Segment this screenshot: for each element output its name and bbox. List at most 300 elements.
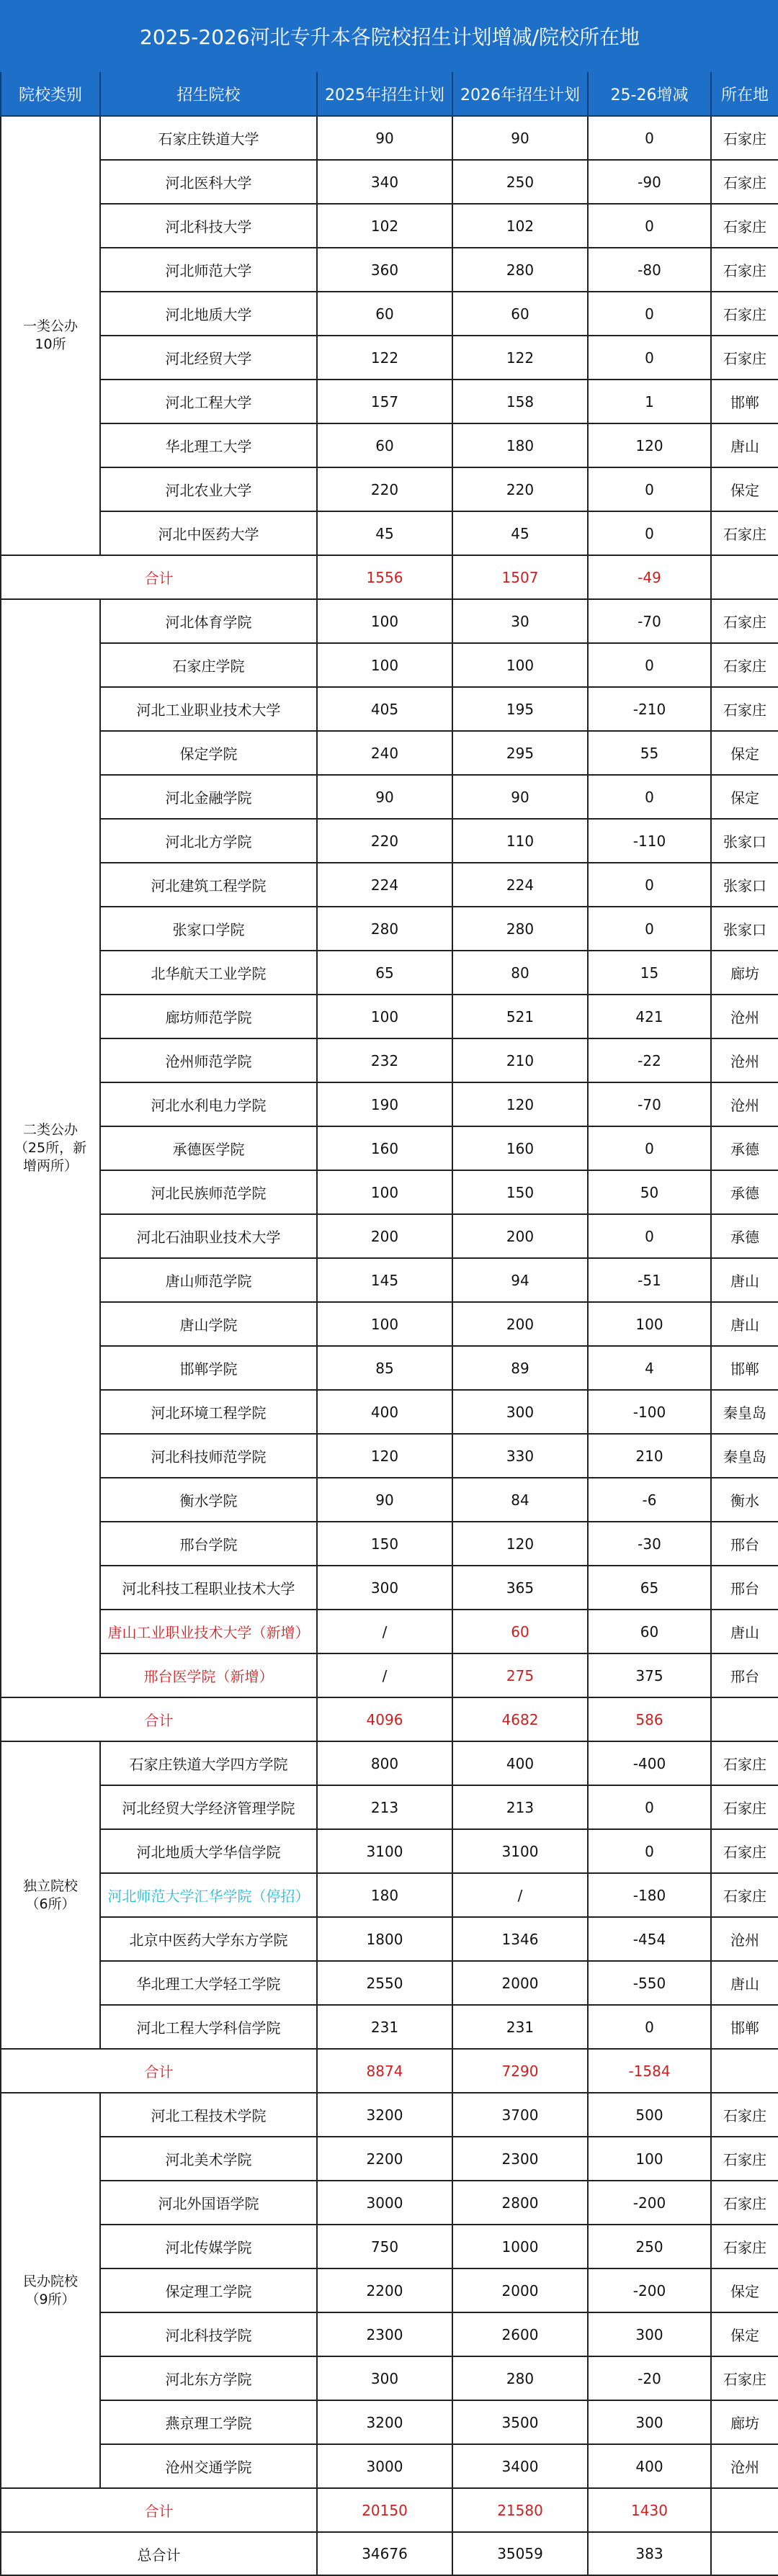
change-cell: 0	[588, 336, 711, 380]
change-cell: 65	[588, 1566, 711, 1610]
plan-2025-cell: 3200	[317, 2093, 452, 2137]
location-cell: 石家庄	[711, 2356, 778, 2400]
school-name: 保定理工学院	[100, 2268, 317, 2312]
location-cell: 石家庄	[711, 2137, 778, 2181]
location-cell: 邢台	[711, 1522, 778, 1566]
plan-2025-cell: 90	[317, 1478, 452, 1522]
location-cell: 承德	[711, 1126, 778, 1170]
table-row	[1, 2268, 778, 2312]
plan-2025-cell: 280	[317, 907, 452, 951]
plan-2026-cell: 2800	[452, 2181, 588, 2225]
table-row	[1, 1917, 778, 1961]
subtotal-plan-2025: 4096	[317, 1697, 452, 1741]
change-cell: 210	[588, 1434, 711, 1478]
location-cell: 石家庄	[711, 687, 778, 731]
plan-2026-cell: 89	[452, 1346, 588, 1390]
location-cell: 廊坊	[711, 951, 778, 995]
plan-2025-cell: 122	[317, 336, 452, 380]
location-cell: 承德	[711, 1170, 778, 1214]
plan-2026-cell: 60	[452, 1610, 588, 1653]
plan-2026-cell: 160	[452, 1126, 588, 1170]
table-row	[1, 1829, 778, 1873]
school-name: 河北农业大学	[100, 467, 317, 511]
plan-2026-cell: 94	[452, 1258, 588, 1302]
location-cell: 唐山	[711, 1961, 778, 2005]
plan-2025-cell: 190	[317, 1082, 452, 1126]
table-row	[1, 1785, 778, 1829]
table-row	[1, 423, 778, 467]
plan-2026-cell: 280	[452, 2356, 588, 2400]
subtotal-location	[711, 555, 778, 599]
table-row	[1, 2225, 778, 2268]
table-row	[1, 2137, 778, 2181]
location-cell: 保定	[711, 731, 778, 775]
plan-2025-cell: 100	[317, 1302, 452, 1346]
plan-2025-cell: 180	[317, 1873, 452, 1917]
change-cell: -30	[588, 1522, 711, 1566]
plan-2025-cell: 60	[317, 292, 452, 336]
location-cell: 石家庄	[711, 1873, 778, 1917]
location-cell: 保定	[711, 467, 778, 511]
plan-2025-cell: 2550	[317, 1961, 452, 2005]
plan-2025-cell: 85	[317, 1346, 452, 1390]
subtotal-row	[1, 1697, 778, 1741]
plan-2026-cell: 90	[452, 116, 588, 160]
plan-2026-cell: 1346	[452, 1917, 588, 1961]
school-name: 河北师范大学	[100, 248, 317, 292]
plan-2025-cell: 2300	[317, 2312, 452, 2356]
plan-2026-cell: /	[452, 1873, 588, 1917]
location-cell: 保定	[711, 775, 778, 819]
school-name: 河北地质大学	[100, 292, 317, 336]
plan-2026-cell: 280	[452, 907, 588, 951]
plan-2025-cell: 2200	[317, 2137, 452, 2181]
category-cell: 一类公办 10所	[1, 116, 100, 555]
subtotal-row	[1, 555, 778, 599]
school-name: 北京中医药大学东方学院	[100, 1917, 317, 1961]
table-row	[1, 1873, 778, 1917]
table-row	[1, 1170, 778, 1214]
title-row	[1, 1, 778, 71]
location-cell: 石家庄	[711, 2181, 778, 2225]
location-cell: 石家庄	[711, 643, 778, 687]
school-name: 河北中医药大学	[100, 511, 317, 555]
school-name: 河北工程大学	[100, 380, 317, 423]
school-name: 河北建筑工程学院	[100, 863, 317, 907]
table-row	[1, 511, 778, 555]
plan-2026-cell: 158	[452, 380, 588, 423]
location-cell: 邯郸	[711, 2005, 778, 2049]
table-row	[1, 1082, 778, 1126]
plan-2026-cell: 120	[452, 1522, 588, 1566]
location-cell: 石家庄	[711, 2093, 778, 2137]
plan-2026-cell: 100	[452, 643, 588, 687]
table-row	[1, 1478, 778, 1522]
plan-2025-cell: 90	[317, 775, 452, 819]
change-cell: -100	[588, 1390, 711, 1434]
subtotal-label: 合计	[1, 555, 317, 599]
header-change: 25-26增减	[588, 71, 711, 116]
location-cell: 秦皇岛	[711, 1434, 778, 1478]
location-cell: 唐山	[711, 1610, 778, 1653]
table-row	[1, 643, 778, 687]
grand-total-change: 383	[588, 2532, 711, 2575]
school-name: 石家庄铁道大学四方学院	[100, 1741, 317, 1785]
change-cell: -180	[588, 1873, 711, 1917]
change-cell: -550	[588, 1961, 711, 2005]
plan-2026-cell: 90	[452, 775, 588, 819]
grand-total-row	[1, 2532, 778, 2575]
plan-2025-cell: 231	[317, 2005, 452, 2049]
school-name: 河北水利电力学院	[100, 1082, 317, 1126]
location-cell: 邯郸	[711, 380, 778, 423]
plan-2026-cell: 3500	[452, 2400, 588, 2444]
plan-2026-cell: 330	[452, 1434, 588, 1478]
plan-2026-cell: 3400	[452, 2444, 588, 2488]
school-name: 燕京理工学院	[100, 2400, 317, 2444]
header-location: 所在地	[711, 71, 778, 116]
table-row	[1, 731, 778, 775]
plan-2025-cell: 90	[317, 116, 452, 160]
school-name: 河北科技大学	[100, 204, 317, 248]
change-cell: -70	[588, 1082, 711, 1126]
change-cell: 300	[588, 2312, 711, 2356]
change-cell: 0	[588, 1829, 711, 1873]
school-name: 河北科技师范学院	[100, 1434, 317, 1478]
plan-2026-cell: 80	[452, 951, 588, 995]
location-cell: 保定	[711, 2312, 778, 2356]
table-row	[1, 2400, 778, 2444]
change-cell: 100	[588, 1302, 711, 1346]
table-row	[1, 292, 778, 336]
school-name: 河北石油职业技术大学	[100, 1214, 317, 1258]
subtotal-plan-2026: 4682	[452, 1697, 588, 1741]
location-cell: 石家庄	[711, 292, 778, 336]
school-name: 唐山师范学院	[100, 1258, 317, 1302]
school-name: 廊坊师范学院	[100, 995, 317, 1038]
change-cell: 0	[588, 1785, 711, 1829]
location-cell: 石家庄	[711, 336, 778, 380]
school-name: 河北地质大学华信学院	[100, 1829, 317, 1873]
plan-2026-cell: 2300	[452, 2137, 588, 2181]
location-cell: 张家口	[711, 863, 778, 907]
table-row	[1, 160, 778, 204]
plan-2026-cell: 2000	[452, 2268, 588, 2312]
table-row	[1, 1566, 778, 1610]
location-cell: 沧州	[711, 995, 778, 1038]
plan-2026-cell: 2000	[452, 1961, 588, 2005]
change-cell: -22	[588, 1038, 711, 1082]
table-row	[1, 1522, 778, 1566]
school-name: 邢台学院	[100, 1522, 317, 1566]
change-cell: -400	[588, 1741, 711, 1785]
school-name: 承德医学院	[100, 1126, 317, 1170]
change-cell: 0	[588, 467, 711, 511]
location-cell: 石家庄	[711, 1829, 778, 1873]
change-cell: -51	[588, 1258, 711, 1302]
plan-2025-cell: 100	[317, 1170, 452, 1214]
change-cell: -80	[588, 248, 711, 292]
subtotal-location	[711, 1697, 778, 1741]
location-cell: 秦皇岛	[711, 1390, 778, 1434]
plan-2025-cell: 1800	[317, 1917, 452, 1961]
table-row	[1, 1346, 778, 1390]
plan-2026-cell: 220	[452, 467, 588, 511]
plan-2025-cell: 3200	[317, 2400, 452, 2444]
plan-2025-cell: 232	[317, 1038, 452, 1082]
table-row	[1, 1214, 778, 1258]
plan-2026-cell: 3700	[452, 2093, 588, 2137]
school-name: 河北工程技术学院	[100, 2093, 317, 2137]
location-cell: 石家庄	[711, 160, 778, 204]
table-row	[1, 1961, 778, 2005]
plan-2025-cell: 3000	[317, 2444, 452, 2488]
plan-2026-cell: 300	[452, 1390, 588, 1434]
plan-2026-cell: 224	[452, 863, 588, 907]
plan-2026-cell: 45	[452, 511, 588, 555]
change-cell: 500	[588, 2093, 711, 2137]
change-cell: 0	[588, 116, 711, 160]
table-row	[1, 863, 778, 907]
plan-2026-cell: 120	[452, 1082, 588, 1126]
school-name: 河北经贸大学经济管理学院	[100, 1785, 317, 1829]
plan-2025-cell: 102	[317, 204, 452, 248]
location-cell: 邢台	[711, 1566, 778, 1610]
school-name: 河北医科大学	[100, 160, 317, 204]
location-cell: 保定	[711, 2268, 778, 2312]
table-row	[1, 2444, 778, 2488]
location-cell: 石家庄	[711, 1741, 778, 1785]
location-cell: 沧州	[711, 1917, 778, 1961]
location-cell: 石家庄	[711, 599, 778, 643]
school-name: 河北北方学院	[100, 819, 317, 863]
subtotal-location	[711, 2488, 778, 2532]
plan-2026-cell: 280	[452, 248, 588, 292]
table-row	[1, 2005, 778, 2049]
location-cell: 承德	[711, 1214, 778, 1258]
category-cell: 民办院校 （9所）	[1, 2093, 100, 2488]
change-cell: 4	[588, 1346, 711, 1390]
school-name: 河北工业职业技术大学	[100, 687, 317, 731]
plan-2026-cell: 2600	[452, 2312, 588, 2356]
plan-2025-cell: 2200	[317, 2268, 452, 2312]
change-cell: -90	[588, 160, 711, 204]
plan-2025-cell: 220	[317, 819, 452, 863]
school-name: 唐山学院	[100, 1302, 317, 1346]
table-row	[1, 1038, 778, 1082]
table-row	[1, 2356, 778, 2400]
change-cell: 0	[588, 292, 711, 336]
plan-2025-cell: 213	[317, 1785, 452, 1829]
plan-2026-cell: 210	[452, 1038, 588, 1082]
table-row	[1, 995, 778, 1038]
table-row	[1, 819, 778, 863]
grand-total-plan-2025: 34676	[317, 2532, 452, 2575]
change-cell: -200	[588, 2181, 711, 2225]
header-category: 院校类别	[1, 71, 100, 116]
plan-2025-cell: 300	[317, 1566, 452, 1610]
plan-2025-cell: 145	[317, 1258, 452, 1302]
header-plan-2025: 2025年招生计划	[317, 71, 452, 116]
change-cell: 375	[588, 1653, 711, 1697]
plan-2025-cell: /	[317, 1610, 452, 1653]
table-row	[1, 1126, 778, 1170]
grand-total-location	[711, 2532, 778, 2575]
subtotal-label: 合计	[1, 2488, 317, 2532]
plan-2025-cell: 45	[317, 511, 452, 555]
category-cell: 独立院校 （6所）	[1, 1741, 100, 2049]
location-cell: 石家庄	[711, 248, 778, 292]
plan-2025-cell: 60	[317, 423, 452, 467]
table-row	[1, 1302, 778, 1346]
table-row	[1, 204, 778, 248]
plan-2026-cell: 30	[452, 599, 588, 643]
change-cell: 50	[588, 1170, 711, 1214]
plan-2025-cell: 200	[317, 1214, 452, 1258]
location-cell: 邢台	[711, 1653, 778, 1697]
plan-2025-cell: 240	[317, 731, 452, 775]
change-cell: -210	[588, 687, 711, 731]
change-cell: 250	[588, 2225, 711, 2268]
plan-2026-cell: 200	[452, 1302, 588, 1346]
plan-2026-cell: 60	[452, 292, 588, 336]
plan-2025-cell: 300	[317, 2356, 452, 2400]
plan-2026-cell: 295	[452, 731, 588, 775]
location-cell: 廊坊	[711, 2400, 778, 2444]
location-cell: 沧州	[711, 1082, 778, 1126]
change-cell: 400	[588, 2444, 711, 2488]
school-name: 河北金融学院	[100, 775, 317, 819]
subtotal-change: 586	[588, 1697, 711, 1741]
plan-2026-cell: 102	[452, 204, 588, 248]
school-name: 北华航天工业学院	[100, 951, 317, 995]
plan-2026-cell: 195	[452, 687, 588, 731]
plan-2025-cell: 340	[317, 160, 452, 204]
header-plan-2026: 2026年招生计划	[452, 71, 588, 116]
plan-2026-cell: 3100	[452, 1829, 588, 1873]
plan-2025-cell: 220	[317, 467, 452, 511]
grand-total-label: 总合计	[1, 2532, 317, 2575]
school-name: 衡水学院	[100, 1478, 317, 1522]
table-row	[1, 116, 778, 160]
subtotal-plan-2025: 8874	[317, 2049, 452, 2093]
location-cell: 石家庄	[711, 511, 778, 555]
table-row	[1, 2181, 778, 2225]
subtotal-row	[1, 2049, 778, 2093]
change-cell: 0	[588, 204, 711, 248]
school-name: 邢台医学院（新增）	[100, 1653, 317, 1697]
school-name: 石家庄铁道大学	[100, 116, 317, 160]
table-row	[1, 687, 778, 731]
change-cell: 120	[588, 423, 711, 467]
change-cell: 300	[588, 2400, 711, 2444]
subtotal-change: 1430	[588, 2488, 711, 2532]
header-school: 招生院校	[100, 71, 317, 116]
table-row	[1, 2093, 778, 2137]
subtotal-location	[711, 2049, 778, 2093]
change-cell: 0	[588, 511, 711, 555]
subtotal-plan-2025: 1556	[317, 555, 452, 599]
school-name: 张家口学院	[100, 907, 317, 951]
change-cell: 0	[588, 1126, 711, 1170]
subtotal-plan-2026: 21580	[452, 2488, 588, 2532]
plan-2025-cell: 150	[317, 1522, 452, 1566]
school-name: 河北东方学院	[100, 2356, 317, 2400]
change-cell: 60	[588, 1610, 711, 1653]
change-cell: 0	[588, 907, 711, 951]
table-row	[1, 467, 778, 511]
table-row	[1, 907, 778, 951]
plan-2025-cell: /	[317, 1653, 452, 1697]
location-cell: 张家口	[711, 907, 778, 951]
plan-2026-cell: 275	[452, 1653, 588, 1697]
change-cell: 0	[588, 863, 711, 907]
subtotal-plan-2025: 20150	[317, 2488, 452, 2532]
plan-2025-cell: 3000	[317, 2181, 452, 2225]
plan-2025-cell: 360	[317, 248, 452, 292]
change-cell: 15	[588, 951, 711, 995]
plan-2025-cell: 65	[317, 951, 452, 995]
table-row	[1, 248, 778, 292]
plan-2025-cell: 157	[317, 380, 452, 423]
subtotal-change: -49	[588, 555, 711, 599]
school-name: 沧州师范学院	[100, 1038, 317, 1082]
table-row	[1, 775, 778, 819]
location-cell: 邯郸	[711, 1346, 778, 1390]
category-cell: 二类公办 （25所，新 增两所）	[1, 599, 100, 1697]
change-cell: 100	[588, 2137, 711, 2181]
table-row	[1, 1610, 778, 1653]
school-name: 邯郸学院	[100, 1346, 317, 1390]
school-name: 华北理工大学	[100, 423, 317, 467]
plan-2026-cell: 521	[452, 995, 588, 1038]
school-name: 河北师范大学汇华学院（停招）	[100, 1873, 317, 1917]
school-name: 石家庄学院	[100, 643, 317, 687]
plan-2025-cell: 100	[317, 599, 452, 643]
plan-2026-cell: 122	[452, 336, 588, 380]
plan-2025-cell: 100	[317, 643, 452, 687]
school-name: 唐山工业职业技术大学（新增）	[100, 1610, 317, 1653]
location-cell: 张家口	[711, 819, 778, 863]
school-name: 华北理工大学轻工学院	[100, 1961, 317, 2005]
plan-2026-cell: 231	[452, 2005, 588, 2049]
subtotal-label: 合计	[1, 1697, 317, 1741]
location-cell: 沧州	[711, 1038, 778, 1082]
plan-2026-cell: 365	[452, 1566, 588, 1610]
subtotal-plan-2026: 1507	[452, 555, 588, 599]
subtotal-change: -1584	[588, 2049, 711, 2093]
header-row	[1, 71, 778, 116]
plan-2025-cell: 3100	[317, 1829, 452, 1873]
table-row	[1, 1390, 778, 1434]
table-row	[1, 1434, 778, 1478]
location-cell: 衡水	[711, 1478, 778, 1522]
change-cell: 0	[588, 2005, 711, 2049]
change-cell: 1	[588, 380, 711, 423]
change-cell: 0	[588, 1214, 711, 1258]
change-cell: -20	[588, 2356, 711, 2400]
school-name: 河北体育学院	[100, 599, 317, 643]
table-row	[1, 336, 778, 380]
change-cell: -200	[588, 2268, 711, 2312]
change-cell: 0	[588, 775, 711, 819]
change-cell: -110	[588, 819, 711, 863]
plan-2026-cell: 213	[452, 1785, 588, 1829]
school-name: 河北美术学院	[100, 2137, 317, 2181]
plan-2026-cell: 150	[452, 1170, 588, 1214]
location-cell: 沧州	[711, 2444, 778, 2488]
plan-2025-cell: 400	[317, 1390, 452, 1434]
